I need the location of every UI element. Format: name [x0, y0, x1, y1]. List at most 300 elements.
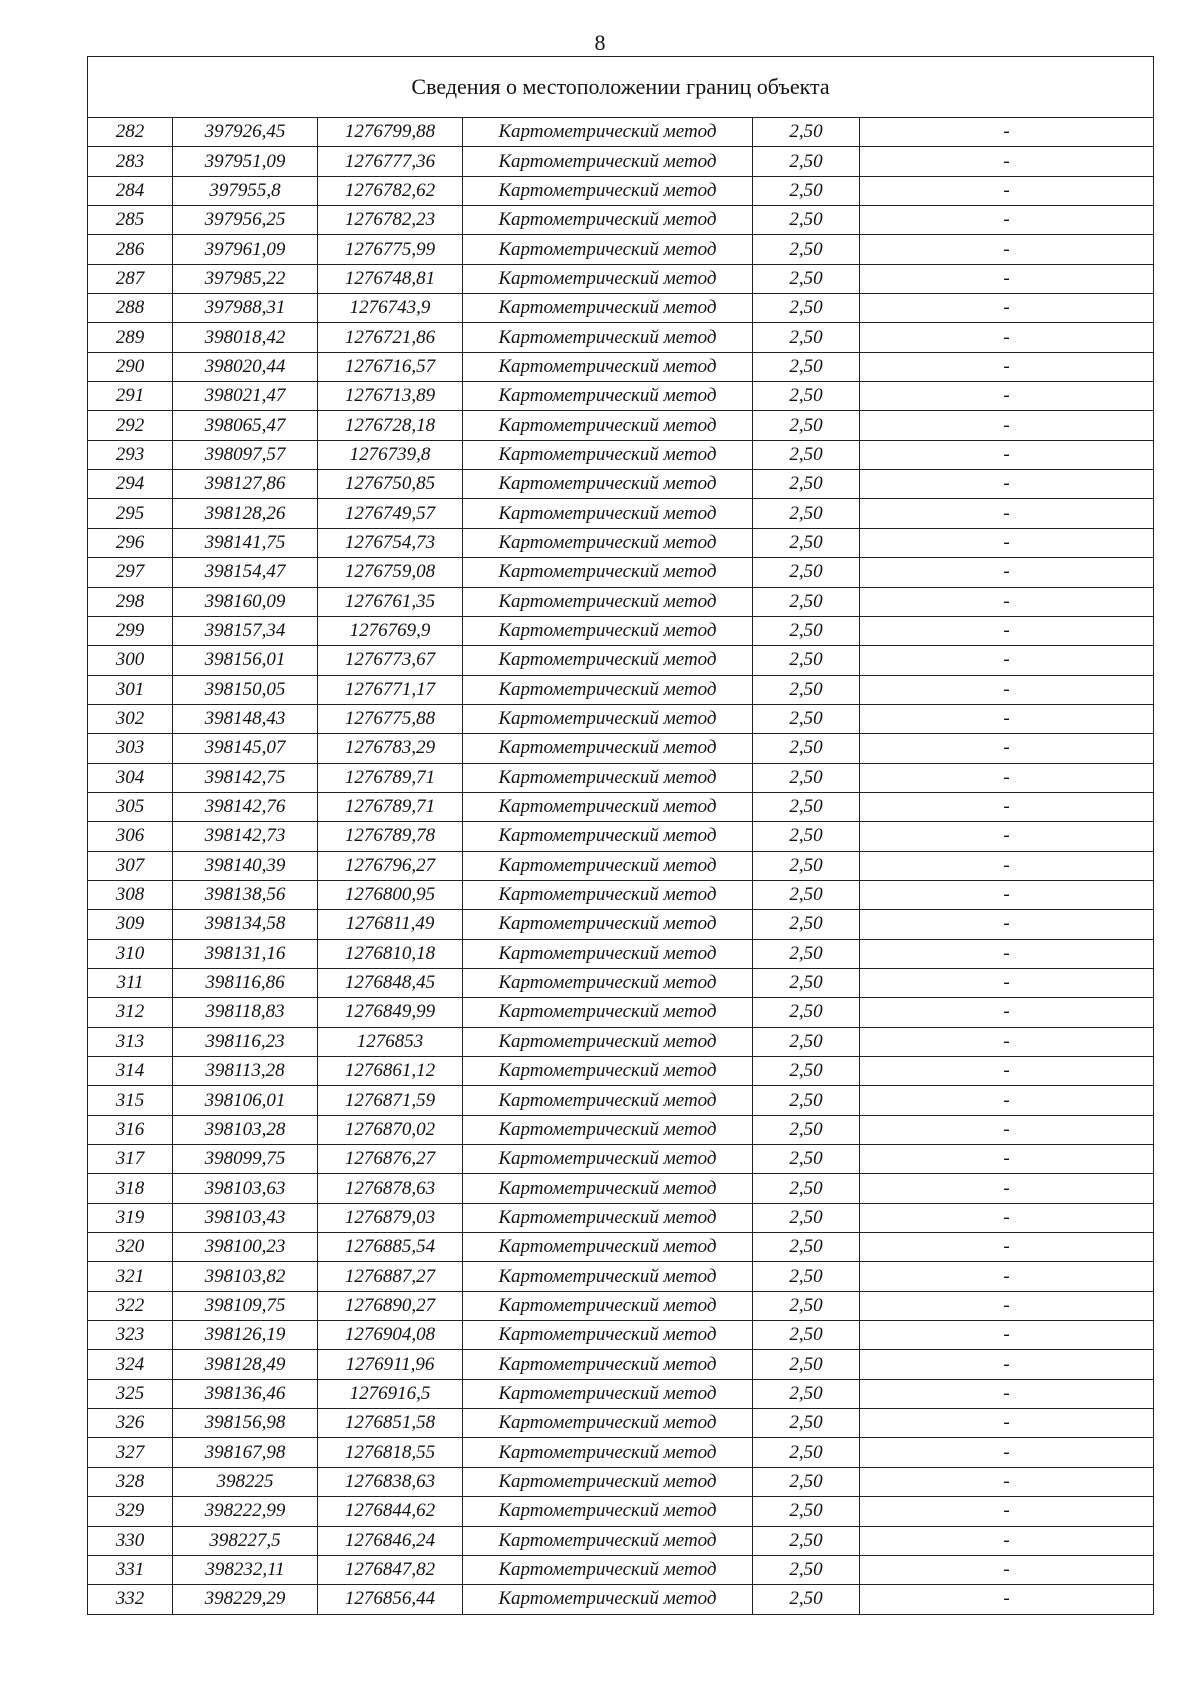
description-cell: -: [860, 1438, 1154, 1467]
point-number-cell: 318: [88, 1174, 173, 1203]
x-coordinate-cell: 397961,09: [173, 235, 318, 264]
x-coordinate-cell: 398154,47: [173, 558, 318, 587]
accuracy-cell: 2,50: [753, 147, 860, 176]
point-number-cell: 295: [88, 499, 173, 528]
point-number-cell: 298: [88, 587, 173, 616]
y-coordinate-cell: 1276775,88: [318, 704, 463, 733]
y-coordinate-cell: 1276851,58: [318, 1409, 463, 1438]
method-cell: Картометрический метод: [463, 1027, 753, 1056]
method-cell: Картометрический метод: [463, 1321, 753, 1350]
point-number-cell: 313: [88, 1027, 173, 1056]
y-coordinate-cell: 1276844,62: [318, 1497, 463, 1526]
accuracy-cell: 2,50: [753, 1086, 860, 1115]
method-cell: Картометрический метод: [463, 851, 753, 880]
x-coordinate-cell: 398106,01: [173, 1086, 318, 1115]
point-number-cell: 293: [88, 440, 173, 469]
point-number-cell: 325: [88, 1379, 173, 1408]
point-number-cell: 310: [88, 939, 173, 968]
x-coordinate-cell: 398142,73: [173, 822, 318, 851]
method-cell: Картометрический метод: [463, 206, 753, 235]
table-row: [88, 1555, 1154, 1584]
point-number-cell: 292: [88, 411, 173, 440]
x-coordinate-cell: 398099,75: [173, 1145, 318, 1174]
y-coordinate-cell: 1276713,89: [318, 382, 463, 411]
point-number-cell: 330: [88, 1526, 173, 1555]
y-coordinate-cell: 1276759,08: [318, 558, 463, 587]
point-number-cell: 319: [88, 1203, 173, 1232]
y-coordinate-cell: 1276878,63: [318, 1174, 463, 1203]
description-cell: -: [860, 1585, 1154, 1614]
description-cell: -: [860, 499, 1154, 528]
method-cell: Картометрический метод: [463, 910, 753, 939]
description-cell: -: [860, 704, 1154, 733]
point-number-cell: 311: [88, 968, 173, 997]
table-row: [88, 558, 1154, 587]
x-coordinate-cell: 398138,56: [173, 880, 318, 909]
accuracy-cell: 2,50: [753, 235, 860, 264]
table-row: [88, 998, 1154, 1027]
y-coordinate-cell: 1276716,57: [318, 352, 463, 381]
point-number-cell: 299: [88, 616, 173, 645]
accuracy-cell: 2,50: [753, 792, 860, 821]
y-coordinate-cell: 1276783,29: [318, 734, 463, 763]
y-coordinate-cell: 1276777,36: [318, 147, 463, 176]
description-cell: -: [860, 910, 1154, 939]
point-number-cell: 317: [88, 1145, 173, 1174]
point-number-cell: 331: [88, 1555, 173, 1584]
method-cell: Картометрический метод: [463, 558, 753, 587]
method-cell: Картометрический метод: [463, 382, 753, 411]
boundary-coordinates-table: [87, 56, 1154, 1615]
point-number-cell: 285: [88, 206, 173, 235]
y-coordinate-cell: 1276810,18: [318, 939, 463, 968]
y-coordinate-cell: 1276911,96: [318, 1350, 463, 1379]
description-cell: -: [860, 587, 1154, 616]
accuracy-cell: 2,50: [753, 470, 860, 499]
x-coordinate-cell: 398229,29: [173, 1585, 318, 1614]
description-cell: -: [860, 176, 1154, 205]
point-number-cell: 308: [88, 880, 173, 909]
table-row: [88, 1379, 1154, 1408]
point-number-cell: 284: [88, 176, 173, 205]
x-coordinate-cell: 398156,01: [173, 646, 318, 675]
x-coordinate-cell: 398222,99: [173, 1497, 318, 1526]
accuracy-cell: 2,50: [753, 411, 860, 440]
accuracy-cell: 2,50: [753, 587, 860, 616]
accuracy-cell: 2,50: [753, 352, 860, 381]
method-cell: Картометрический метод: [463, 822, 753, 851]
x-coordinate-cell: 398103,63: [173, 1174, 318, 1203]
table-row: [88, 1262, 1154, 1291]
x-coordinate-cell: 398232,11: [173, 1555, 318, 1584]
description-cell: -: [860, 528, 1154, 557]
point-number-cell: 289: [88, 323, 173, 352]
y-coordinate-cell: 1276871,59: [318, 1086, 463, 1115]
y-coordinate-cell: 1276796,27: [318, 851, 463, 880]
point-number-cell: 286: [88, 235, 173, 264]
accuracy-cell: 2,50: [753, 1438, 860, 1467]
accuracy-cell: 2,50: [753, 1174, 860, 1203]
point-number-cell: 282: [88, 118, 173, 147]
table-row: [88, 1321, 1154, 1350]
x-coordinate-cell: 398126,19: [173, 1321, 318, 1350]
accuracy-cell: 2,50: [753, 558, 860, 587]
x-coordinate-cell: 398227,5: [173, 1526, 318, 1555]
description-cell: -: [860, 1086, 1154, 1115]
table-row: [88, 1467, 1154, 1496]
method-cell: Картометрический метод: [463, 1291, 753, 1320]
y-coordinate-cell: 1276848,45: [318, 968, 463, 997]
method-cell: Картометрический метод: [463, 1379, 753, 1408]
accuracy-cell: 2,50: [753, 763, 860, 792]
table-row: [88, 763, 1154, 792]
method-cell: Картометрический метод: [463, 147, 753, 176]
description-cell: -: [860, 675, 1154, 704]
point-number-cell: 294: [88, 470, 173, 499]
table-row: [88, 880, 1154, 909]
accuracy-cell: 2,50: [753, 1203, 860, 1232]
x-coordinate-cell: 398128,26: [173, 499, 318, 528]
x-coordinate-cell: 398167,98: [173, 1438, 318, 1467]
page-number: 8: [594, 30, 606, 55]
accuracy-cell: 2,50: [753, 323, 860, 352]
method-cell: Картометрический метод: [463, 294, 753, 323]
method-cell: Картометрический метод: [463, 1233, 753, 1262]
method-cell: Картометрический метод: [463, 1555, 753, 1584]
x-coordinate-cell: 398020,44: [173, 352, 318, 381]
y-coordinate-cell: 1276849,99: [318, 998, 463, 1027]
point-number-cell: 300: [88, 646, 173, 675]
table-row: [88, 352, 1154, 381]
method-cell: Картометрический метод: [463, 528, 753, 557]
x-coordinate-cell: 398150,05: [173, 675, 318, 704]
table-row: [88, 939, 1154, 968]
point-number-cell: 290: [88, 352, 173, 381]
accuracy-cell: 2,50: [753, 1115, 860, 1144]
x-coordinate-cell: 397951,09: [173, 147, 318, 176]
point-number-cell: 304: [88, 763, 173, 792]
y-coordinate-cell: 1276890,27: [318, 1291, 463, 1320]
x-coordinate-cell: 398142,75: [173, 763, 318, 792]
table-row: [88, 499, 1154, 528]
accuracy-cell: 2,50: [753, 1262, 860, 1291]
table-row: [88, 1233, 1154, 1262]
method-cell: Картометрический метод: [463, 1438, 753, 1467]
method-cell: Картометрический метод: [463, 1409, 753, 1438]
x-coordinate-cell: 398018,42: [173, 323, 318, 352]
x-coordinate-cell: 398134,58: [173, 910, 318, 939]
description-cell: -: [860, 1115, 1154, 1144]
y-coordinate-cell: 1276799,88: [318, 118, 463, 147]
y-coordinate-cell: 1276775,99: [318, 235, 463, 264]
method-cell: Картометрический метод: [463, 792, 753, 821]
x-coordinate-cell: 398142,76: [173, 792, 318, 821]
description-cell: -: [860, 880, 1154, 909]
x-coordinate-cell: 398136,46: [173, 1379, 318, 1408]
description-cell: -: [860, 734, 1154, 763]
point-number-cell: 302: [88, 704, 173, 733]
x-coordinate-cell: 398160,09: [173, 587, 318, 616]
description-cell: -: [860, 1321, 1154, 1350]
y-coordinate-cell: 1276818,55: [318, 1438, 463, 1467]
y-coordinate-cell: 1276846,24: [318, 1526, 463, 1555]
description-cell: -: [860, 1145, 1154, 1174]
x-coordinate-cell: 398118,83: [173, 998, 318, 1027]
point-number-cell: 322: [88, 1291, 173, 1320]
x-coordinate-cell: 398141,75: [173, 528, 318, 557]
point-number-cell: 323: [88, 1321, 173, 1350]
table-row: [88, 176, 1154, 205]
point-number-cell: 324: [88, 1350, 173, 1379]
accuracy-cell: 2,50: [753, 176, 860, 205]
x-coordinate-cell: 398103,28: [173, 1115, 318, 1144]
method-cell: Картометрический метод: [463, 118, 753, 147]
accuracy-cell: 2,50: [753, 1555, 860, 1584]
point-number-cell: 306: [88, 822, 173, 851]
y-coordinate-cell: 1276876,27: [318, 1145, 463, 1174]
description-cell: -: [860, 1174, 1154, 1203]
y-coordinate-cell: 1276739,8: [318, 440, 463, 469]
point-number-cell: 328: [88, 1467, 173, 1496]
point-number-cell: 320: [88, 1233, 173, 1262]
table-row: [88, 118, 1154, 147]
description-cell: -: [860, 1379, 1154, 1408]
table-row: [88, 411, 1154, 440]
method-cell: Картометрический метод: [463, 1467, 753, 1496]
description-cell: -: [860, 1203, 1154, 1232]
method-cell: Картометрический метод: [463, 734, 753, 763]
accuracy-cell: 2,50: [753, 1027, 860, 1056]
x-coordinate-cell: 398116,86: [173, 968, 318, 997]
table-row: [88, 470, 1154, 499]
method-cell: Картометрический метод: [463, 1174, 753, 1203]
x-coordinate-cell: 398131,16: [173, 939, 318, 968]
table-row: [88, 440, 1154, 469]
method-cell: Картометрический метод: [463, 675, 753, 704]
point-number-cell: 291: [88, 382, 173, 411]
accuracy-cell: 2,50: [753, 1497, 860, 1526]
accuracy-cell: 2,50: [753, 118, 860, 147]
table-row: [88, 704, 1154, 733]
table-row: [88, 294, 1154, 323]
y-coordinate-cell: 1276847,82: [318, 1555, 463, 1584]
method-cell: Картометрический метод: [463, 352, 753, 381]
x-coordinate-cell: 398097,57: [173, 440, 318, 469]
method-cell: Картометрический метод: [463, 1203, 753, 1232]
x-coordinate-cell: 398225: [173, 1467, 318, 1496]
method-cell: Картометрический метод: [463, 264, 753, 293]
table-row: [88, 528, 1154, 557]
method-cell: Картометрический метод: [463, 1057, 753, 1086]
y-coordinate-cell: 1276887,27: [318, 1262, 463, 1291]
accuracy-cell: 2,50: [753, 1145, 860, 1174]
description-cell: -: [860, 646, 1154, 675]
description-cell: -: [860, 1350, 1154, 1379]
table-title-row: [88, 57, 1154, 118]
description-cell: -: [860, 382, 1154, 411]
table-row: [88, 851, 1154, 880]
description-cell: -: [860, 998, 1154, 1027]
accuracy-cell: 2,50: [753, 1291, 860, 1320]
method-cell: Картометрический метод: [463, 704, 753, 733]
accuracy-cell: 2,50: [753, 704, 860, 733]
x-coordinate-cell: 398116,23: [173, 1027, 318, 1056]
table-row: [88, 1409, 1154, 1438]
y-coordinate-cell: 1276771,17: [318, 675, 463, 704]
table-row: [88, 1291, 1154, 1320]
x-coordinate-cell: 398113,28: [173, 1057, 318, 1086]
table-row: [88, 1027, 1154, 1056]
x-coordinate-cell: 398148,43: [173, 704, 318, 733]
x-coordinate-cell: 398145,07: [173, 734, 318, 763]
table-row: [88, 1203, 1154, 1232]
point-number-cell: 316: [88, 1115, 173, 1144]
x-coordinate-cell: 397985,22: [173, 264, 318, 293]
point-number-cell: 329: [88, 1497, 173, 1526]
y-coordinate-cell: 1276782,62: [318, 176, 463, 205]
method-cell: Картометрический метод: [463, 939, 753, 968]
table-row: [88, 646, 1154, 675]
point-number-cell: 315: [88, 1086, 173, 1115]
point-number-cell: 309: [88, 910, 173, 939]
method-cell: Картометрический метод: [463, 998, 753, 1027]
accuracy-cell: 2,50: [753, 1057, 860, 1086]
description-cell: -: [860, 822, 1154, 851]
y-coordinate-cell: 1276721,86: [318, 323, 463, 352]
table-row: [88, 382, 1154, 411]
description-cell: -: [860, 851, 1154, 880]
point-number-cell: 327: [88, 1438, 173, 1467]
accuracy-cell: 2,50: [753, 294, 860, 323]
table-row: [88, 616, 1154, 645]
accuracy-cell: 2,50: [753, 1350, 860, 1379]
y-coordinate-cell: 1276748,81: [318, 264, 463, 293]
description-cell: -: [860, 1057, 1154, 1086]
table-row: [88, 1086, 1154, 1115]
x-coordinate-cell: 398128,49: [173, 1350, 318, 1379]
table-row: [88, 1057, 1154, 1086]
description-cell: -: [860, 1467, 1154, 1496]
method-cell: Картометрический метод: [463, 587, 753, 616]
x-coordinate-cell: 398109,75: [173, 1291, 318, 1320]
y-coordinate-cell: 1276879,03: [318, 1203, 463, 1232]
y-coordinate-cell: 1276789,71: [318, 792, 463, 821]
accuracy-cell: 2,50: [753, 675, 860, 704]
y-coordinate-cell: 1276885,54: [318, 1233, 463, 1262]
method-cell: Картометрический метод: [463, 968, 753, 997]
point-number-cell: 332: [88, 1585, 173, 1614]
accuracy-cell: 2,50: [753, 968, 860, 997]
description-cell: -: [860, 440, 1154, 469]
description-cell: -: [860, 1555, 1154, 1584]
table-row: [88, 587, 1154, 616]
description-cell: -: [860, 968, 1154, 997]
description-cell: -: [860, 294, 1154, 323]
method-cell: Картометрический метод: [463, 1497, 753, 1526]
x-coordinate-cell: 398100,23: [173, 1233, 318, 1262]
x-coordinate-cell: 397956,25: [173, 206, 318, 235]
method-cell: Картометрический метод: [463, 1145, 753, 1174]
point-number-cell: 288: [88, 294, 173, 323]
accuracy-cell: 2,50: [753, 910, 860, 939]
y-coordinate-cell: 1276769,9: [318, 616, 463, 645]
y-coordinate-cell: 1276743,9: [318, 294, 463, 323]
description-cell: -: [860, 1027, 1154, 1056]
x-coordinate-cell: 398021,47: [173, 382, 318, 411]
method-cell: Картометрический метод: [463, 1115, 753, 1144]
table-row: [88, 1438, 1154, 1467]
y-coordinate-cell: 1276761,35: [318, 587, 463, 616]
table-row: [88, 206, 1154, 235]
method-cell: Картометрический метод: [463, 880, 753, 909]
point-number-cell: 287: [88, 264, 173, 293]
y-coordinate-cell: 1276800,95: [318, 880, 463, 909]
y-coordinate-cell: 1276789,71: [318, 763, 463, 792]
table-row: [88, 1497, 1154, 1526]
description-cell: -: [860, 470, 1154, 499]
table-title: Сведения о местоположении границ объекта: [88, 57, 1154, 118]
method-cell: Картометрический метод: [463, 499, 753, 528]
table-row: [88, 968, 1154, 997]
accuracy-cell: 2,50: [753, 1379, 860, 1408]
accuracy-cell: 2,50: [753, 734, 860, 763]
x-coordinate-cell: 398156,98: [173, 1409, 318, 1438]
accuracy-cell: 2,50: [753, 499, 860, 528]
table-row: [88, 734, 1154, 763]
method-cell: Картометрический метод: [463, 440, 753, 469]
table-row: [88, 323, 1154, 352]
x-coordinate-cell: 397988,31: [173, 294, 318, 323]
x-coordinate-cell: 398127,86: [173, 470, 318, 499]
y-coordinate-cell: 1276904,08: [318, 1321, 463, 1350]
description-cell: -: [860, 1526, 1154, 1555]
table-row: [88, 1526, 1154, 1555]
description-cell: -: [860, 352, 1154, 381]
table-row: [88, 1350, 1154, 1379]
accuracy-cell: 2,50: [753, 1409, 860, 1438]
accuracy-cell: 2,50: [753, 939, 860, 968]
y-coordinate-cell: 1276811,49: [318, 910, 463, 939]
description-cell: -: [860, 206, 1154, 235]
y-coordinate-cell: 1276782,23: [318, 206, 463, 235]
description-cell: -: [860, 558, 1154, 587]
description-cell: -: [860, 323, 1154, 352]
description-cell: -: [860, 1291, 1154, 1320]
x-coordinate-cell: 398140,39: [173, 851, 318, 880]
y-coordinate-cell: 1276773,67: [318, 646, 463, 675]
x-coordinate-cell: 398157,34: [173, 616, 318, 645]
description-cell: -: [860, 616, 1154, 645]
method-cell: Картометрический метод: [463, 411, 753, 440]
table-row: [88, 1585, 1154, 1614]
table-body: [88, 57, 1154, 1615]
accuracy-cell: 2,50: [753, 851, 860, 880]
point-number-cell: 283: [88, 147, 173, 176]
method-cell: Картометрический метод: [463, 1526, 753, 1555]
method-cell: Картометрический метод: [463, 235, 753, 264]
description-cell: -: [860, 147, 1154, 176]
description-cell: -: [860, 1233, 1154, 1262]
table-row: [88, 147, 1154, 176]
method-cell: Картометрический метод: [463, 1262, 753, 1291]
table-row: [88, 1145, 1154, 1174]
description-cell: -: [860, 939, 1154, 968]
x-coordinate-cell: 397926,45: [173, 118, 318, 147]
x-coordinate-cell: 397955,8: [173, 176, 318, 205]
table-row: [88, 792, 1154, 821]
description-cell: -: [860, 1262, 1154, 1291]
accuracy-cell: 2,50: [753, 880, 860, 909]
